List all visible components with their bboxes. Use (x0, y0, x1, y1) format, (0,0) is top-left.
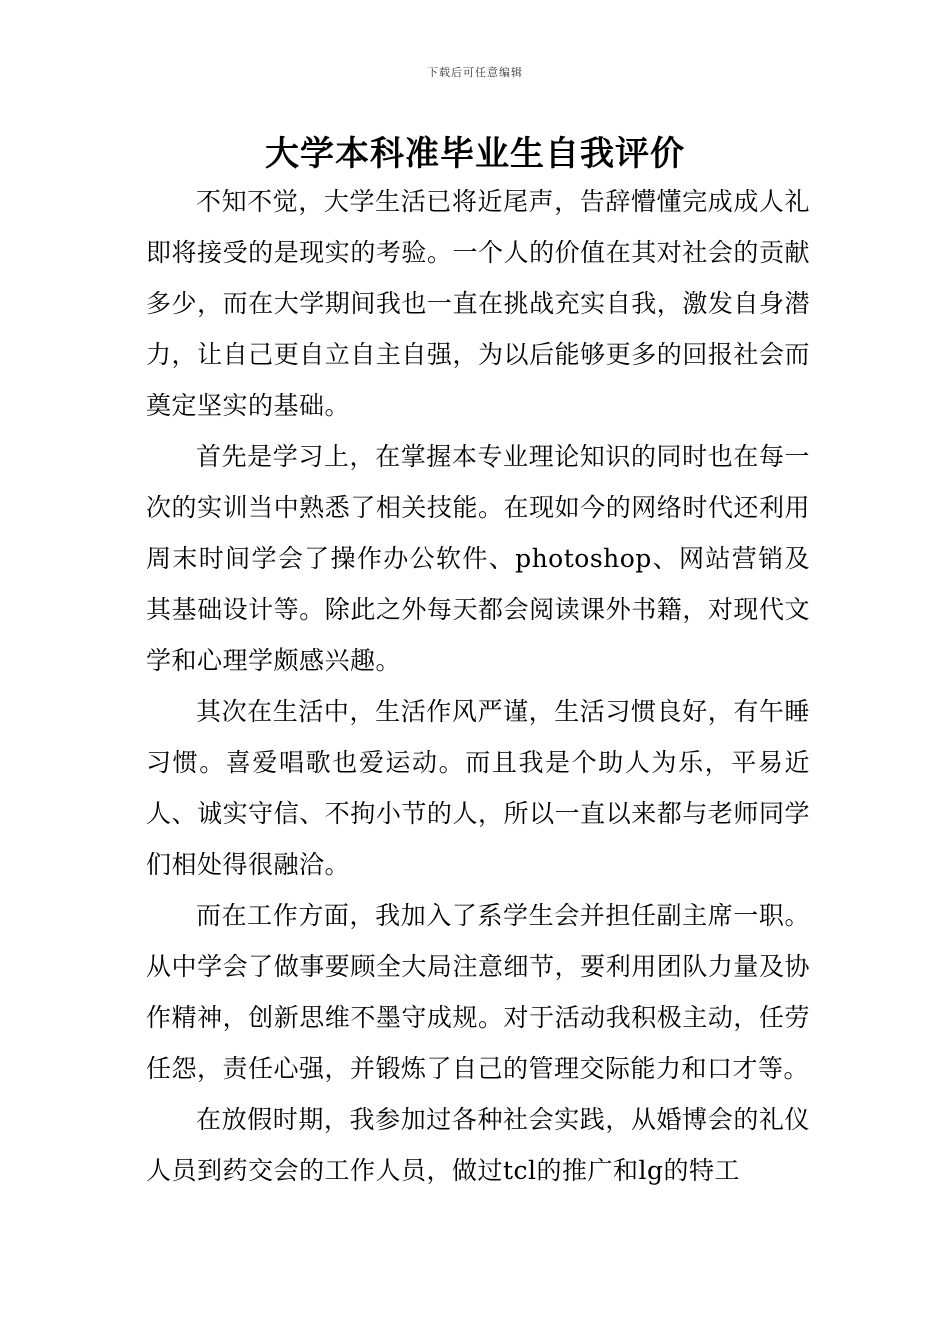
header-note: 下载后可任意编辑 (427, 66, 523, 79)
document-body (146, 176, 810, 1196)
paragraph-intro: 不知不觉，大学生活已将近尾声，告辞懵懂完成成人礼即将接受的是现实的考验。一个人的价值在其对社会的贡献多少，而在大学期间我也一直在挑战充实自我，激发自身潜力，让自己更自立自主自强，为以后能够更多的回报社会而奠定坚实的基础。 (146, 187, 810, 420)
paragraph-practice: 在放假时期，我参加过各种社会实践，从婚博会的礼仪人员到药交会的工作人员，做过tcl的推广和lg的特工 (146, 1105, 810, 1185)
paragraph-study: 首先是学习上，在掌握本专业理论知识的同时也在每一次的实训当中熟悉了相关技能。在现如今的网络时代还利用周末时间学会了操作办公软件、photoshop、网站营销及其基础设计等。除此之外每天都会阅读课外书籍，对现代文学和心理学颇感兴趣。 (146, 442, 810, 675)
document-title: 大学本科准毕业生自我评价 (265, 134, 685, 174)
paragraph-life: 其次在生活中，生活作风严谨，生活习惯良好，有午睡习惯。喜爱唱歌也爱运动。而且我是个助人为乐，平易近人、诚实守信、不拘小节的人，所以一直以来都与老师同学们相处得很融洽。 (146, 697, 810, 879)
paragraph-work: 而在工作方面，我加入了系学生会并担任副主席一职。从中学会了做事要顾全大局注意细节，要利用团队力量及协作精神，创新思维不墨守成规。对于活动我积极主动，任劳任怨，责任心强，并锻炼了自己的管理交际能力和口才等。 (146, 901, 810, 1083)
